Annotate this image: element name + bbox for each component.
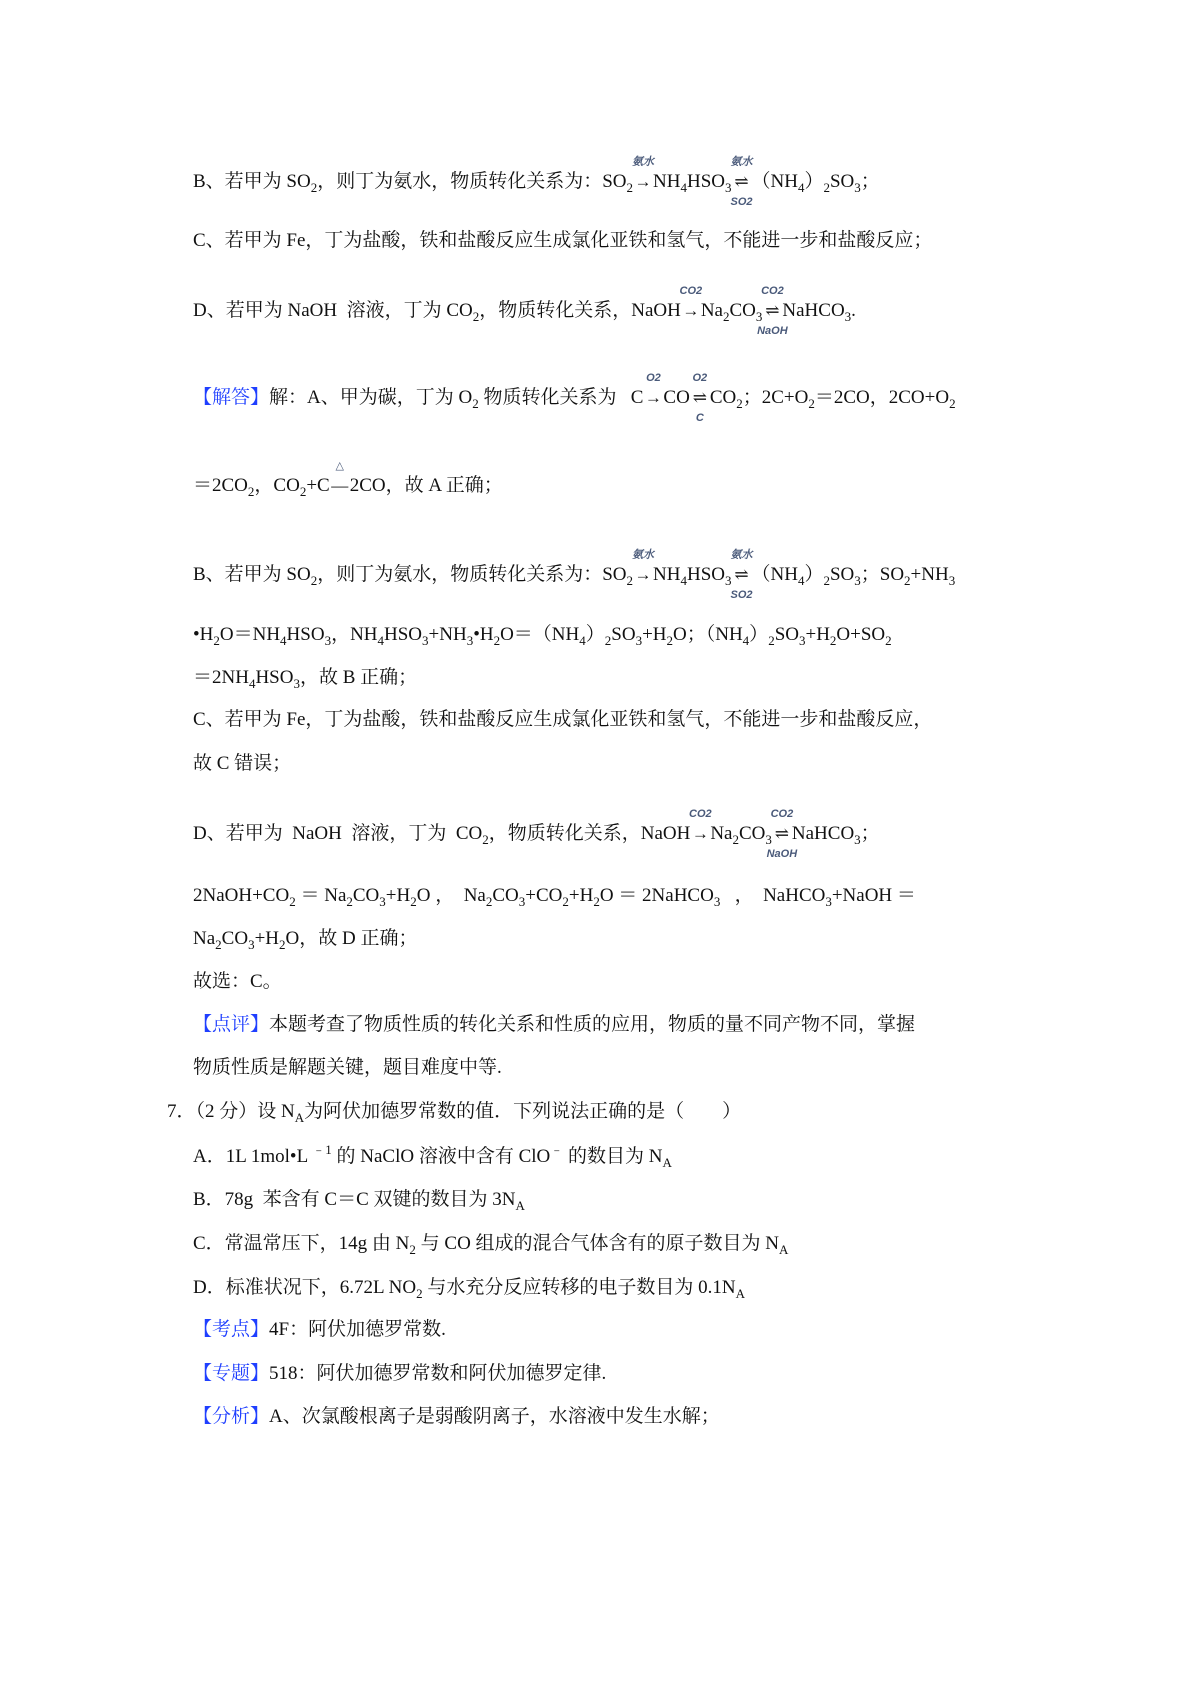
text-line bbox=[193, 621, 892, 649]
text-segment: ，则丁为氨水，物质转化关系为：SO bbox=[317, 171, 627, 192]
subscript: 3 bbox=[854, 180, 861, 195]
section-tag: 【考点】 bbox=[193, 1319, 270, 1340]
arrow-condition-top: CO2 bbox=[770, 808, 794, 820]
text-segment: +H bbox=[805, 624, 830, 645]
text-line bbox=[193, 664, 417, 692]
subscript: A bbox=[735, 1286, 745, 1301]
text-line bbox=[193, 925, 417, 953]
text-segment: CO bbox=[352, 885, 380, 906]
arrow-condition-top: 氨水 bbox=[632, 156, 655, 168]
arrow-condition-top: 氨水 bbox=[730, 156, 753, 168]
subscript: 2 bbox=[885, 633, 892, 648]
text-segment: （NH bbox=[751, 564, 798, 585]
subscript: 3 bbox=[293, 676, 300, 691]
text-segment: 7．（2 分）设 N bbox=[167, 1101, 295, 1122]
text-segment: Na bbox=[193, 928, 216, 949]
text-segment: 的数目为 N bbox=[563, 1146, 663, 1167]
text-segment: +C bbox=[306, 475, 330, 496]
text-line bbox=[193, 372, 956, 424]
text-segment: ， NaHCO bbox=[720, 885, 826, 906]
arrow-condition-top: CO2 bbox=[761, 285, 784, 297]
text-segment: NH bbox=[653, 171, 681, 192]
subscript: 2 bbox=[904, 573, 911, 588]
text-segment: HSO bbox=[286, 624, 325, 645]
text-line bbox=[193, 285, 856, 337]
subscript: 4 bbox=[797, 573, 805, 588]
subscript: 2 bbox=[482, 832, 489, 847]
text-segment: D、若甲为 NaOH 溶液，丁为 CO bbox=[193, 300, 473, 321]
section-tag: 【点评】 bbox=[193, 1014, 270, 1035]
reaction-arrow bbox=[766, 808, 798, 860]
text-segment: +H bbox=[385, 885, 411, 906]
text-segment: 故选：C。 bbox=[193, 971, 282, 992]
text-segment: A．1L 1mol•L bbox=[193, 1146, 313, 1167]
arrow-icon: → bbox=[691, 824, 709, 843]
subscript: 4 bbox=[579, 633, 586, 648]
text-line bbox=[193, 808, 880, 860]
text-segment: CO bbox=[738, 823, 766, 844]
subscript: 3 bbox=[755, 309, 763, 324]
arrow-condition-bottom: NaOH bbox=[757, 325, 788, 337]
text-line bbox=[193, 1054, 502, 1082]
text-line bbox=[193, 882, 916, 910]
text-segment: ；2C+O bbox=[742, 387, 809, 408]
subscript: 3 bbox=[948, 573, 956, 588]
text-segment: ，物质转化关系，NaOH bbox=[488, 823, 691, 844]
text-segment: 的 NaClO 溶液中含有 ClO bbox=[331, 1146, 551, 1167]
arrow-condition-top: 氨水 bbox=[632, 549, 655, 561]
text-segment: CO bbox=[709, 387, 737, 408]
text-segment: +H bbox=[568, 885, 594, 906]
text-segment: 物质转化关系为 C bbox=[478, 387, 644, 408]
text-segment: O ＝ 2NaHCO bbox=[599, 885, 714, 906]
text-segment: ＝2CO bbox=[193, 475, 248, 496]
arrow-icon: → bbox=[644, 388, 662, 407]
text-line bbox=[193, 750, 291, 778]
text-segment: ，CO bbox=[254, 475, 300, 496]
text-segment: ，则丁为氨水，物质转化关系为：SO bbox=[317, 564, 627, 585]
subscript: 2 bbox=[722, 309, 730, 324]
text-segment: 本题考查了物质性质的转化关系和性质的应用，物质的量不同产物不同，掌握 bbox=[269, 1014, 916, 1035]
reaction-arrow bbox=[730, 156, 753, 208]
subscript: 3 bbox=[798, 633, 806, 648]
subscript: A bbox=[294, 1110, 305, 1125]
reaction-arrow bbox=[757, 285, 788, 337]
text-segment: +NH bbox=[428, 624, 467, 645]
arrow-condition-bottom: SO2 bbox=[730, 196, 753, 208]
reaction-arrow bbox=[690, 372, 710, 424]
subscript: 2 bbox=[279, 937, 286, 952]
subscript: 4 bbox=[377, 633, 385, 648]
subscript: 2 bbox=[626, 180, 634, 195]
text-segment: ； bbox=[860, 823, 880, 844]
subscript: 3 bbox=[518, 894, 526, 909]
text-segment: ＝ Na bbox=[295, 885, 347, 906]
text-segment: 解：A、甲为碳，丁为 O bbox=[269, 387, 473, 408]
arrow-condition-bottom: NaOH bbox=[766, 848, 798, 860]
reaction-arrow bbox=[689, 808, 712, 848]
text-segment: C、若甲为 Fe，丁为盐酸，铁和盐酸反应生成氯化亚铁和氢气，不能进一步和盐酸反应； bbox=[193, 230, 933, 251]
subscript: 2 bbox=[949, 396, 956, 411]
text-segment: ＝2CO，2CO+O bbox=[814, 387, 950, 408]
subscript: 2 bbox=[829, 633, 837, 648]
text-segment: B．78g 苯含有 C＝C 双键的数目为 3N bbox=[193, 1189, 516, 1210]
text-segment: Na bbox=[710, 823, 733, 844]
text-segment: +NH bbox=[910, 564, 949, 585]
text-segment: NH bbox=[653, 564, 681, 585]
text-segment: CO bbox=[492, 885, 519, 906]
subscript: 2 bbox=[823, 573, 830, 588]
text-segment: B、若甲为 SO bbox=[193, 564, 311, 585]
text-segment: 2CO，故 A 正确； bbox=[349, 475, 503, 496]
text-segment: D．标准状况下，6.72L NO bbox=[193, 1277, 417, 1298]
text-line bbox=[193, 460, 503, 500]
arrow-icon: → bbox=[634, 565, 652, 584]
text-line bbox=[193, 1143, 672, 1171]
subscript: 2 bbox=[213, 633, 220, 648]
text-segment: ，故 B 正确； bbox=[299, 667, 418, 688]
question-line bbox=[167, 1098, 741, 1126]
reaction-arrow bbox=[330, 460, 350, 500]
text-segment: ；SO bbox=[860, 564, 905, 585]
text-segment: O＝（NH bbox=[500, 624, 580, 645]
text-line bbox=[193, 1186, 525, 1214]
subscript: 3 bbox=[713, 894, 721, 909]
arrow-icon: — bbox=[331, 476, 349, 495]
text-segment: C、若甲为 Fe，丁为盐酸，铁和盐酸反应生成氯化亚铁和氢气，不能进一步和盐酸反应， bbox=[193, 709, 933, 730]
text-segment: O，故 D 正确； bbox=[285, 928, 418, 949]
subscript: 4 bbox=[248, 676, 256, 691]
subscript: A bbox=[515, 1198, 525, 1213]
text-segment: NaHCO bbox=[791, 823, 855, 844]
text-segment: SO bbox=[611, 624, 636, 645]
arrow-condition-top: △ bbox=[335, 460, 344, 472]
subscript: 2 bbox=[472, 309, 480, 324]
text-segment: 为阿伏加德罗常数的值．下列说法正确的是（ ） bbox=[304, 1101, 742, 1122]
text-segment: •H bbox=[473, 624, 494, 645]
arrow-icon: ⇌ bbox=[734, 172, 749, 191]
superscript: ﹣ bbox=[550, 1142, 564, 1157]
subscript: 3 bbox=[248, 937, 255, 952]
text-segment: O+SO bbox=[836, 624, 886, 645]
text-segment: ） bbox=[585, 624, 605, 645]
arrow-condition-top: 氨水 bbox=[730, 549, 753, 561]
text-segment: CO bbox=[221, 928, 249, 949]
subscript: 4 bbox=[797, 180, 805, 195]
subscript: 3 bbox=[724, 573, 732, 588]
text-segment: 518：阿伏加德罗常数和阿伏加德罗定律. bbox=[269, 1363, 607, 1384]
subscript: A bbox=[662, 1155, 672, 1170]
text-segment: •H bbox=[193, 624, 214, 645]
arrow-condition-top: O2 bbox=[646, 372, 661, 384]
subscript: 2 bbox=[289, 894, 296, 909]
subscript: 3 bbox=[825, 894, 832, 909]
subscript: 2 bbox=[562, 894, 569, 909]
text-segment: +NaOH ＝ bbox=[831, 885, 916, 906]
reaction-arrow bbox=[643, 372, 663, 412]
text-segment: HSO bbox=[686, 564, 725, 585]
text-segment: +CO bbox=[525, 885, 563, 906]
subscript: 3 bbox=[635, 633, 643, 648]
subscript: 2 bbox=[808, 396, 815, 411]
text-line bbox=[193, 549, 956, 601]
text-segment: 与水充分反应转移的电子数目为 0.1N bbox=[422, 1277, 736, 1298]
text-segment: D、若甲为 NaOH 溶液，丁为 CO bbox=[193, 823, 483, 844]
text-segment: NaHCO bbox=[782, 300, 845, 321]
text-line bbox=[193, 968, 282, 996]
arrow-icon: → bbox=[682, 301, 700, 320]
text-segment: 故 C 错误； bbox=[193, 753, 292, 774]
subscript: 2 bbox=[823, 180, 830, 195]
subscript: 3 bbox=[724, 180, 732, 195]
text-line bbox=[193, 156, 880, 208]
arrow-icon: ⇌ bbox=[692, 388, 707, 407]
text-segment: CO bbox=[663, 387, 690, 408]
subscript: 2 bbox=[736, 396, 743, 411]
text-segment: ＝2NH bbox=[193, 667, 249, 688]
text-segment: CO bbox=[729, 300, 756, 321]
arrow-condition-top: CO2 bbox=[679, 285, 703, 297]
text-segment: Na bbox=[700, 300, 723, 321]
arrow-condition-top: O2 bbox=[692, 372, 708, 384]
subscript: 2 bbox=[768, 633, 775, 648]
subscript: 2 bbox=[493, 633, 501, 648]
text-segment: ） bbox=[749, 624, 769, 645]
text-segment: B、若甲为 SO bbox=[193, 171, 311, 192]
arrow-condition-top: CO2 bbox=[689, 808, 712, 820]
text-segment: ） bbox=[804, 564, 824, 585]
text-segment: ； bbox=[860, 171, 880, 192]
subscript: 4 bbox=[680, 573, 687, 588]
reaction-arrow bbox=[632, 549, 655, 589]
text-segment: ） bbox=[804, 171, 824, 192]
section-tag: 【分析】 bbox=[193, 1406, 270, 1427]
subscript: 2 bbox=[310, 180, 318, 195]
text-segment: ，NH bbox=[331, 624, 378, 645]
text-segment: C．常温常压下，14g 由 N bbox=[193, 1233, 410, 1254]
subscript: 2 bbox=[409, 1242, 416, 1257]
reaction-arrow bbox=[679, 285, 703, 325]
subscript: 2 bbox=[310, 573, 318, 588]
text-segment: +H bbox=[642, 624, 667, 645]
subscript: 3 bbox=[422, 633, 429, 648]
subscript: 2 bbox=[410, 894, 417, 909]
text-line bbox=[193, 1011, 915, 1039]
text-line bbox=[193, 1360, 606, 1388]
subscript: 2 bbox=[416, 1286, 423, 1301]
subscript: 3 bbox=[765, 832, 772, 847]
subscript: 2 bbox=[346, 894, 353, 909]
text-segment: HSO bbox=[255, 667, 294, 688]
subscript: 4 bbox=[680, 180, 687, 195]
text-segment: HSO bbox=[686, 171, 725, 192]
text-line bbox=[193, 1403, 720, 1431]
reaction-arrow bbox=[632, 156, 655, 196]
subscript: 3 bbox=[324, 633, 332, 648]
subscript: 4 bbox=[742, 633, 750, 648]
text-segment: （NH bbox=[751, 171, 798, 192]
section-tag: 【专题】 bbox=[193, 1363, 270, 1384]
subscript: 2 bbox=[666, 633, 673, 648]
subscript: 3 bbox=[854, 573, 861, 588]
text-segment: SO bbox=[829, 171, 855, 192]
arrow-condition-bottom: SO2 bbox=[730, 589, 753, 601]
subscript: 3 bbox=[854, 832, 861, 847]
subscript: 2 bbox=[247, 484, 255, 499]
subscript: A bbox=[779, 1242, 789, 1257]
text-segment: +H bbox=[254, 928, 279, 949]
superscript: ﹣1 bbox=[312, 1142, 332, 1157]
subscript: 2 bbox=[215, 937, 222, 952]
subscript: 2 bbox=[472, 396, 479, 411]
text-segment: SO bbox=[774, 624, 799, 645]
text-segment: HSO bbox=[384, 624, 423, 645]
arrow-condition-bottom: C bbox=[695, 412, 704, 424]
arrow-icon: ⇌ bbox=[765, 301, 780, 320]
text-line bbox=[193, 1316, 446, 1344]
subscript: 3 bbox=[844, 309, 852, 324]
text-segment: SO bbox=[829, 564, 855, 585]
subscript: 2 bbox=[626, 573, 634, 588]
text-segment: O；（NH bbox=[673, 624, 743, 645]
text-segment: . bbox=[851, 300, 856, 321]
arrow-icon: ⇌ bbox=[774, 824, 790, 843]
subscript: 4 bbox=[280, 633, 287, 648]
text-segment: ，物质转化关系，NaOH bbox=[479, 300, 681, 321]
subscript: 2 bbox=[604, 633, 612, 648]
text-segment: 与 CO 组成的混合气体含有的原子数目为 N bbox=[415, 1233, 780, 1254]
text-line bbox=[193, 227, 932, 255]
reaction-arrow bbox=[730, 549, 753, 601]
subscript: 3 bbox=[466, 633, 474, 648]
text-segment: O ， Na bbox=[416, 885, 486, 906]
section-tag: 【解答】 bbox=[193, 387, 270, 408]
text-segment: O＝NH bbox=[219, 624, 281, 645]
arrow-icon: ⇌ bbox=[734, 565, 749, 584]
subscript: 2 bbox=[485, 894, 493, 909]
arrow-icon: → bbox=[634, 172, 652, 191]
text-segment: 4F：阿伏加德罗常数. bbox=[269, 1319, 446, 1340]
subscript: 2 bbox=[593, 894, 600, 909]
text-segment: A、次氯酸根离子是弱酸阴离子，水溶液中发生水解； bbox=[269, 1406, 720, 1427]
text-line bbox=[193, 1274, 745, 1302]
text-segment: 2NaOH+CO bbox=[193, 885, 290, 906]
subscript: 3 bbox=[379, 894, 386, 909]
subscript: 2 bbox=[732, 832, 739, 847]
subscript: 2 bbox=[299, 484, 307, 499]
text-line bbox=[193, 706, 932, 734]
text-line bbox=[193, 1230, 788, 1258]
text-segment: 物质性质是解题关键，题目难度中等. bbox=[193, 1057, 502, 1078]
